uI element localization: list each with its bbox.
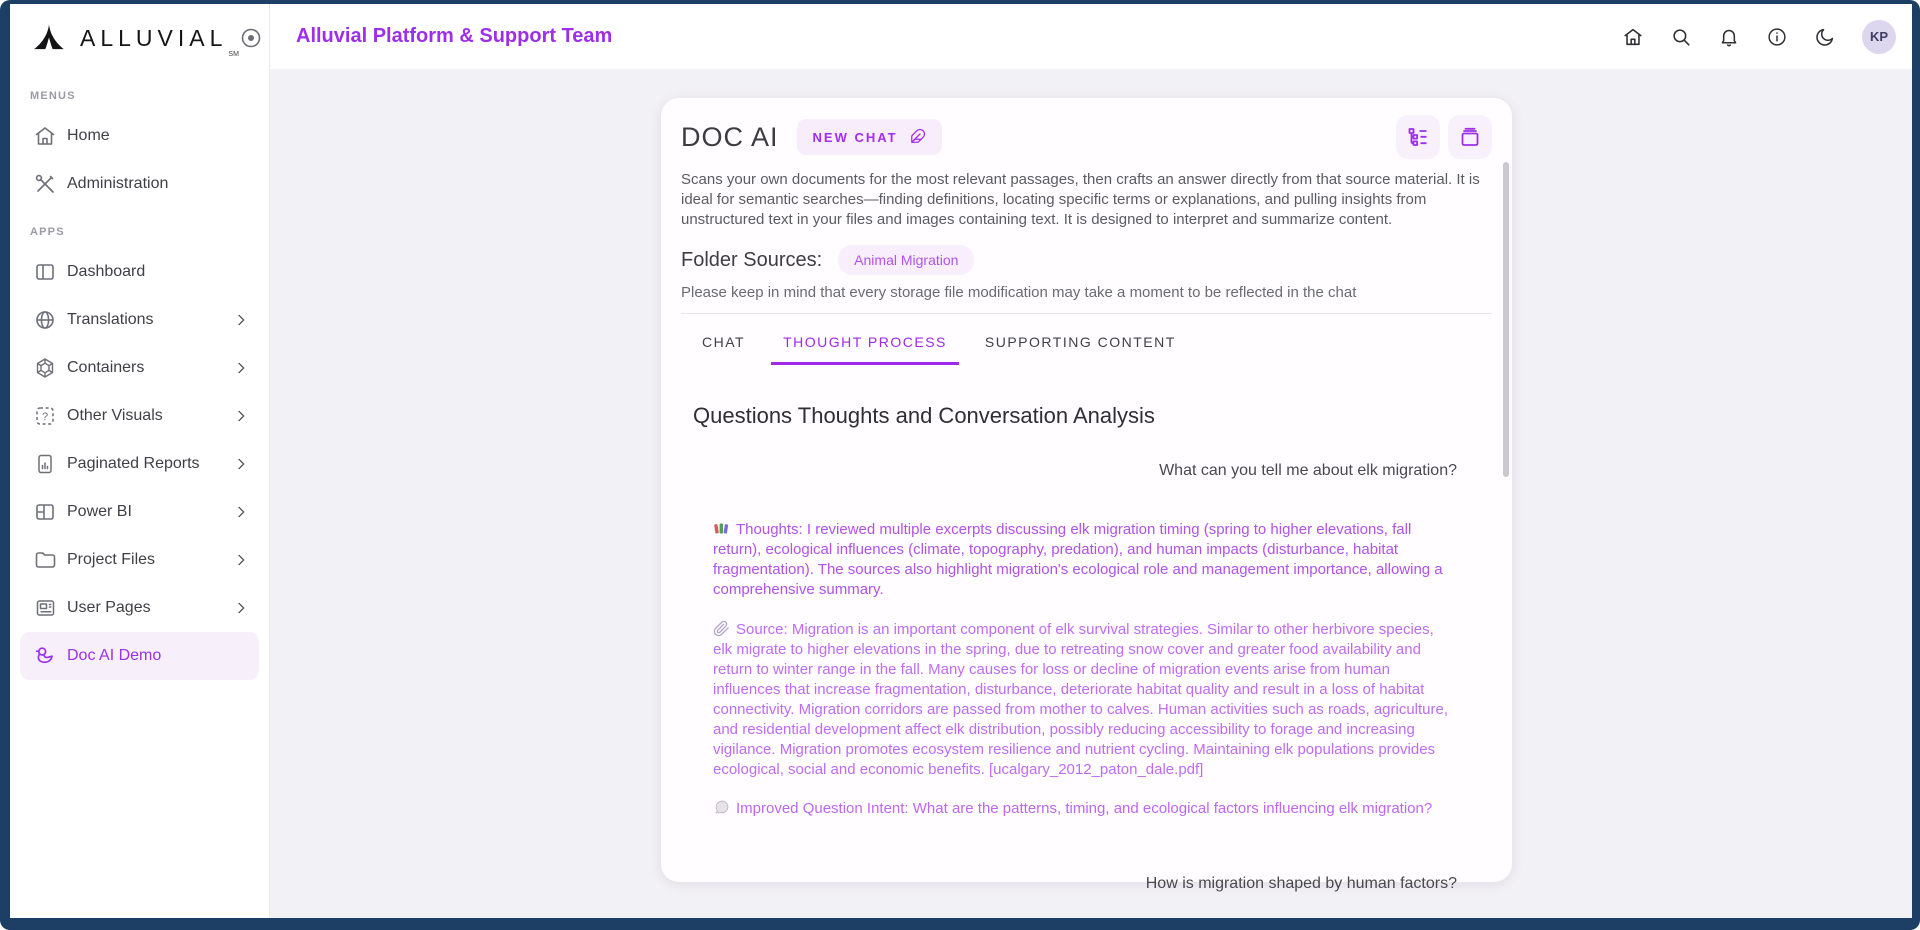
sidebar-item-label: Other Visuals: [67, 407, 163, 424]
chevron-right-icon: [233, 360, 249, 376]
container-hex-icon: [33, 356, 57, 380]
sidebar-item-label: Administration: [67, 175, 169, 192]
doc-ai-header-actions: [1396, 115, 1492, 159]
sidebar-item-doc-ai-demo[interactable]: [20, 632, 259, 680]
duck-icon: [33, 644, 57, 668]
sidebar-item-label: Project Files: [67, 551, 156, 568]
paperclip-icon: [713, 620, 730, 637]
assistant-intent-message: [713, 799, 1457, 819]
sidebar-item-other-visuals[interactable]: [10, 392, 269, 440]
window-layout-icon: [33, 500, 57, 524]
sidebar-section-menus: MENUS: [30, 90, 76, 102]
source-text: Source: Migration is an important component of elk survival strategies. Similar to other herbivore species, elk migrate to higher elevations in the spring, due to retreating snow cover and greater food availability and return to winter range in the fall. Many causes for loss or decline of migration events arise from human influences that increase fragmentation, disturbance, deteriorate habitat quality and result in a loss of habitat connectivity. Migration corridors are passed from mother to calves. Human activities such as roads, agriculture, and residential development affect elk distribution, possibly reducing accessibility to forage and increasing vigilance. Migration promotes ecosystem resilience and nutrient cycling. Maintaining elk populations provides ecological, social and economic benefits. [ucalgary_2012_paton_dale.pdf]: [713, 621, 1449, 778]
globe-icon: [33, 308, 57, 332]
chevron-right-icon: [233, 504, 249, 520]
stacked-cards-view-button[interactable]: [1448, 115, 1492, 159]
sidebar-section-apps: APPS: [30, 226, 65, 238]
sidebar-item-user-pages[interactable]: [10, 584, 269, 632]
content-area: [270, 69, 1912, 918]
sidebar-item-label: User Pages: [67, 599, 151, 616]
workspace-title: Alluvial Platform & Support Team: [296, 25, 613, 47]
conversation-heading: Questions Thoughts and Conversation Analysis: [693, 403, 1155, 428]
chevron-right-icon: [233, 552, 249, 568]
app-root: [10, 4, 1912, 918]
chevron-right-icon: [233, 600, 249, 616]
feather-icon: [908, 128, 926, 146]
sidebar-item-label: Paginated Reports: [67, 455, 200, 472]
doc-ai-description: Scans your own documents for the most relevant passages, then crafts an answer directly from that source material. It is ideal for semantic searches—finding definitions, locating specific terms or explanations, and pulling insights from unstructured text in your files and images containing text. It is designed to interpret and summarize content.: [681, 171, 1480, 228]
section-divider: [681, 313, 1492, 314]
chevron-right-icon: [233, 312, 249, 328]
question-box-icon: [33, 404, 57, 428]
folder-sources-label: Folder Sources:: [681, 248, 823, 271]
tab-thought-process[interactable]: THOUGHT PROCESS: [771, 324, 959, 365]
sidebar-toggle-button[interactable]: [239, 26, 263, 50]
intent-text: Improved Question Intent: What are the patterns, timing, and ecological factors influencing elk migration?: [736, 800, 1433, 817]
sidebar-item-power-bi[interactable]: [10, 488, 269, 536]
sidebar-item-paginated-reports[interactable]: [10, 440, 269, 488]
stacked-cards-icon: [1458, 125, 1482, 149]
thought-tree-view-button[interactable]: [1396, 115, 1440, 159]
logo-wordmark: ALLUVIAL: [80, 24, 228, 51]
tab-supporting-content[interactable]: SUPPORTING CONTENT: [973, 324, 1188, 365]
top-bar: [270, 4, 1912, 69]
new-chat-label: NEW CHAT: [812, 129, 898, 145]
logo-sm-mark: SM: [228, 51, 239, 58]
home-icon[interactable]: [1622, 26, 1644, 48]
alluvial-logo-icon: [32, 23, 66, 53]
sidebar-item-project-files[interactable]: [10, 536, 269, 584]
sidebar-item-label: Power BI: [67, 503, 132, 520]
sidebar-item-home[interactable]: [10, 112, 269, 160]
sidebar-logo-row: [10, 4, 269, 72]
newspaper-icon: [33, 596, 57, 620]
new-chat-button[interactable]: [797, 119, 942, 155]
sidebar-item-label: Doc AI Demo: [67, 647, 162, 664]
bell-icon[interactable]: [1718, 26, 1740, 48]
main-area: [270, 4, 1912, 918]
doc-ai-title: DOC AI: [681, 121, 779, 152]
thought-text: Thoughts: I reviewed multiple excerpts discussing elk migration timing (spring to higher elevations, fall return), ecological influences (climate, topography, predation), and human impacts (disturbance, habitat fragmentation). The sources also highlight migration's ecological role and management importance, allowing a comprehensive summary.: [713, 521, 1443, 598]
chevron-right-icon: [233, 456, 249, 472]
tab-chat[interactable]: CHAT: [690, 324, 757, 365]
sidebar-item-label: Dashboard: [67, 263, 146, 280]
sidebar-item-containers[interactable]: [10, 344, 269, 392]
report-doc-icon: [33, 452, 57, 476]
speech-bubble-icon: [713, 799, 730, 816]
sidebar-item-label: Translations: [67, 311, 154, 328]
sidebar-item-label: Containers: [67, 359, 145, 376]
card-scrollbar-thumb[interactable]: [1503, 162, 1509, 477]
tools-icon: [33, 172, 57, 196]
sidebar-item-translations[interactable]: [10, 296, 269, 344]
doc-ai-tabs: [690, 324, 1492, 365]
top-bar-actions: [1622, 20, 1896, 54]
doc-ai-card: [661, 98, 1512, 892]
folder-sources-row: [681, 245, 1492, 275]
sidebar-item-administration[interactable]: [10, 160, 269, 208]
folder-icon: [33, 548, 57, 572]
assistant-thought-message: [713, 520, 1457, 600]
books-icon: [713, 520, 730, 537]
user-message: What can you tell me about elk migration?: [1159, 462, 1457, 479]
chevron-right-icon: [233, 408, 249, 424]
user-message: How is migration shaped by human factors?: [1145, 875, 1457, 892]
home-icon: [33, 124, 57, 148]
moon-icon[interactable]: [1814, 26, 1836, 48]
tree-list-icon: [1406, 125, 1430, 149]
sidebar-item-label: Home: [67, 127, 110, 144]
svg-text:?: ?: [41, 411, 49, 423]
user-avatar[interactable]: KP: [1862, 20, 1896, 54]
storage-note: Please keep in mind that every storage file modification may take a moment to be reflected in the chat: [681, 284, 1357, 301]
search-icon[interactable]: [1670, 26, 1692, 48]
doc-ai-header: [681, 114, 1492, 160]
dashboard-icon: [33, 260, 57, 284]
conversation-panel: [681, 403, 1492, 893]
info-icon[interactable]: [1766, 26, 1788, 48]
sidebar-item-dashboard[interactable]: [10, 248, 269, 296]
folder-source-chip[interactable]: Animal Migration: [838, 245, 974, 275]
assistant-source-message: [713, 620, 1457, 780]
sidebar: [10, 4, 270, 918]
